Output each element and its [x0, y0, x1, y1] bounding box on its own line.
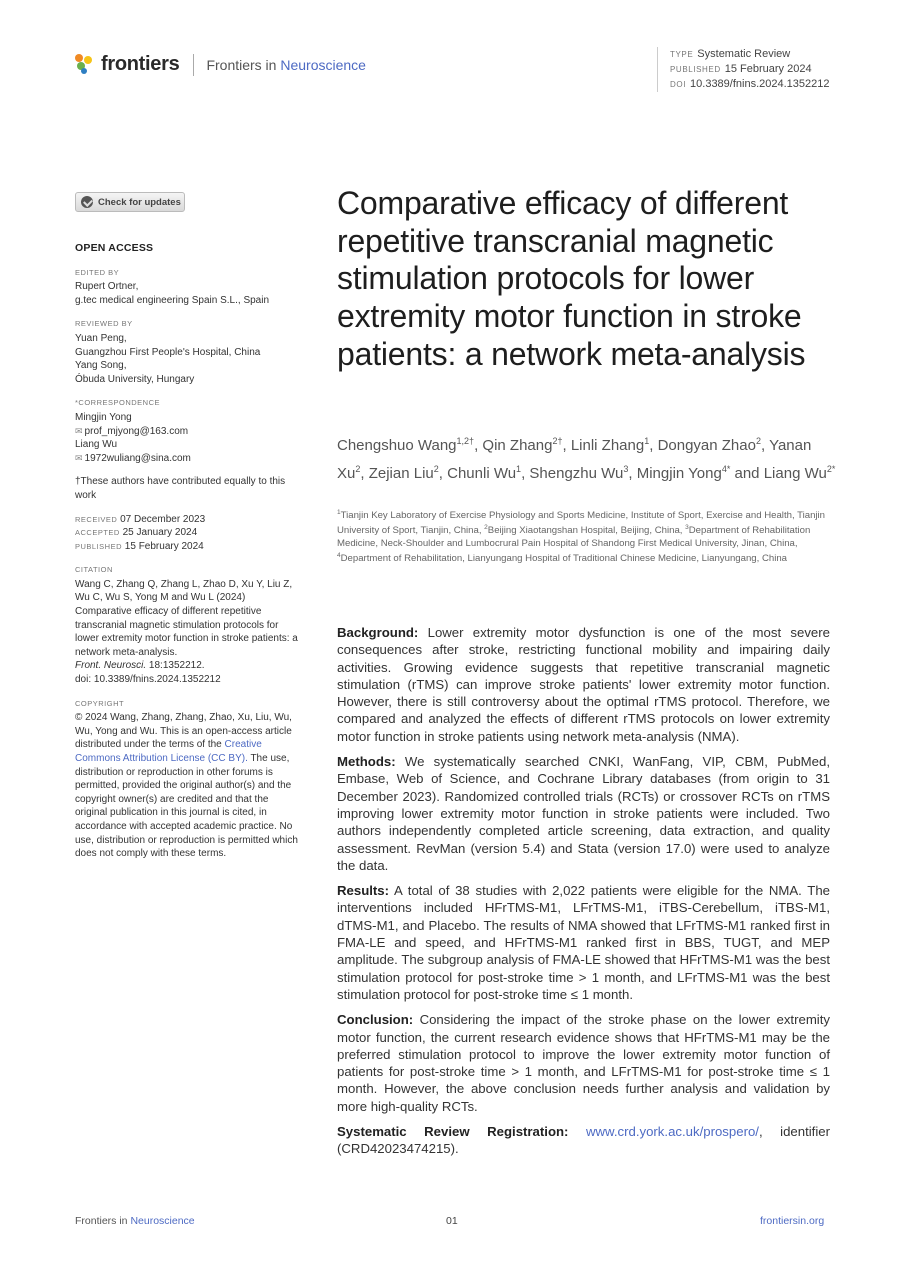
abstract [337, 624, 830, 1166]
footer-site-link[interactable]: frontiersin.org [760, 1215, 825, 1227]
author: Dongyan Zhao$^2$, [657, 436, 770, 454]
author: Yanan Xu$^2$, [337, 437, 812, 482]
abstract-registration: Systematic Review Registration: www.crd.york.ac.uk/prospero/, identifier (CRD42023474215). [337, 1124, 830, 1157]
footer-journal: Frontiers in Neuroscience [75, 1215, 195, 1227]
correspondence-section: *CORRESPONDENCE Mingjin Yong ✉ prof_mjyong@163.com Liang Wu ✉ 1972wuliang@sina.com [75, 396, 300, 465]
dates-section: RECEIVED 07 December 2023 ACCEPTED 25 January 2024 PUBLISHED 15 February 2024 [75, 513, 206, 552]
article-type: Systematic Review [697, 48, 791, 60]
abstract-methods: Methods: We systematically searched CNKI, WanFang, VIP, CBM, PubMed, Embase, Web of Science, and Cochrane Library databases (from origin to 31 December 2023). Randomized controlled trials (RCTs) or crossover RCTs on rTMS improving lower extremity motor function in stroke patients were included. Two authors independently completed article screening, data extraction, and quality assessment. RevMan (version 5.4) and Stata (version 17.0) were used to analyze the data. [337, 754, 830, 873]
abstract-background: Background: Lower extremity motor dysfunction is one of the most severe consequences after stroke, restricting functional mobility and impairing daily activities. Growing evidence suggests that repetitive transcranial magnetic stimulation (rTMS) can improve stroke patients' lower extremity motor function. However, there is still controversy about the optimal rTMS protocol. Therefore, we compared and analyzed the effects of different rTMS protocols on lower extremity motor function in stroke patients using network meta-analysis (NMA). [337, 625, 830, 744]
check-updates-icon [81, 196, 93, 208]
open-access-label: OPEN ACCESS [75, 242, 154, 254]
author: Chengshuo Wang$^{1,2\dagger}$, [337, 436, 483, 454]
prospero-link[interactable]: www.crd.york.ac.uk/prospero/ [586, 1124, 759, 1140]
frontiers-logo-icon [75, 54, 95, 76]
reviewed-by-section: REVIEWED BY Yuan Peng, Guangzhou First People's Hospital, China Yang Song, Óbuda University, Hungary [75, 319, 261, 385]
author: Liang $Wu^{2*}$ [763, 463, 836, 482]
article-meta: TYPE Systematic Review PUBLISHED 15 February 2024 DOI 10.3389/fnins.2024.1352212 [657, 47, 830, 92]
abstract-conclusion: Conclusion: Considering the impact of the stroke phase on the lower extremity motor function, the current research evidence shows that HFrTMS-M1 may be the preferred stimulation protocol to improve the lower extremity motor function of patients for post-stroke time > 1 month, and LFrTMS-M1 for post-stroke time ≤ 1 month. However, the above conclusion needs further analysis and validation by more high-quality RCTs. [337, 1012, 830, 1114]
sidebar [75, 242, 300, 871]
author: Chunli Wu$^1$, [447, 463, 530, 482]
citation-section: CITATION Wang C, Zhang Q, Zhang L, Zhao D, Xu Y, Liu Z, Wu C, Wu S, Yong M and Wu L (2024) Comparative efficacy of different repetitive transcranial magnetic stimulation protocols for lower extremity motor function in stroke patients: a network meta-analysis. Front. Neurosci. 18:1352212. doi: 10.3389/fnins.2024.1352212 [75, 565, 298, 686]
journal-name: Frontiers in Neuroscience [206, 56, 366, 73]
author: Linli Zhang$^1$, [570, 436, 658, 454]
affiliations: $^1$Tianjin Key Laboratory of Exercise Physiology and Sports Medicine, Institute of Sport, Exercise and Health, Tianjin University of Sport, Tianjin, China, $^2$Beijing Xiaotangshan Hospital, Beijing, China, $^3$Department of Rehabilitation Medicine, Neck-Shoulder and Lumbocrural Pain Hospital of Shandong First Medical University, Jinan, China, $^4$Department of Rehabilitation, Lianyungang Hospital of Traditional Chinese Medicine, Lianyungang, China [337, 509, 826, 565]
author: Shengzhu Wu$^3$, [529, 463, 637, 482]
author: Zejian Liu$^2$, [368, 463, 448, 482]
logo-wordmark: frontiers [101, 53, 180, 75]
header-divider [193, 54, 194, 76]
mail-icon: ✉ [75, 425, 83, 436]
article-title: Comparative efficacy of different repetitive transcranial magnetic stimulation protocols for lower extremity motor function in stroke patients: a network meta-analysis [337, 185, 806, 372]
check-updates-button[interactable]: Check for updates [75, 192, 185, 212]
journal-header-logo[interactable] [75, 53, 366, 76]
author: Qin Zhang$^{2\dagger}$, [482, 436, 571, 454]
abstract-results: Results: A total of 38 studies with 2,022 patients were eligible for the NMA. The interventions included HFrTMS-M1, LFrTMS-M1, iTBS-Cerebellum, iTBS-M1, dTMS-M1, and Placebo. The results of NMA showed that LFrTMS-M1 ranked first in FMA-LE and speed, and HFrTMS-M1 ranked first in BBS, TUGT, and MEP amplitude. The subgroup analysis of FMA-LE showed that HFrTMS-M1 was the best stimulation protocol for post-stroke time > 1 month, and LFrTMS-M1 was the best stimulation protocol for post-stroke time ≤ 1 month. [337, 883, 830, 1002]
equal-contribution-note: †These authors have contributed equally to this work [75, 476, 286, 501]
email-link[interactable]: ✉ prof_mjyong@163.com [75, 425, 189, 437]
edited-by-section: EDITED BY Rupert Ortner, g.tec medical engineering Spain S.L., Spain [75, 267, 270, 306]
published-date: 15 February 2024 [724, 63, 812, 75]
email-link[interactable]: ✉ 1972wuliang@sina.com [75, 452, 191, 464]
page-number: 01 [446, 1215, 458, 1227]
mail-icon: ✉ [75, 452, 83, 463]
copyright-section: COPYRIGHT © 2024 Wang, Zhang, Zhang, Zhao, Xu, Liu, Wu, Wu, Yong and Wu. This is an open-access article distributed under the terms of the Creative Commons Attribution License (CC BY). The use, distribution or reproduction in other forums is permitted, provided the original author(s) and the copyright owner(s) are credited and that the original publication in this journal is cited, in accordance with accepted academic practice. No use, distribution or reproduction is permitted which does not comply with these terms. [75, 698, 298, 860]
author-list [337, 430, 837, 485]
doi[interactable]: 10.3389/fnins.2024.1352212 [690, 78, 830, 90]
license-link[interactable]: Creative Commons Attribution License (CC BY). [75, 739, 262, 764]
author: Mingjin Yong$^{4*}$ and [636, 463, 764, 482]
